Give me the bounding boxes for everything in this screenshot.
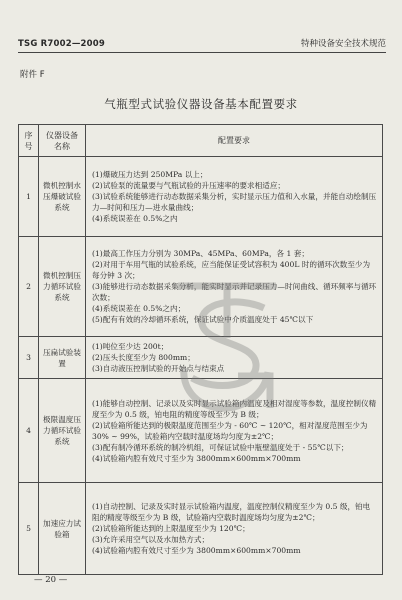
row-requirement xyxy=(86,237,383,337)
requirement-line: (1)最高工作压力分别为 30MPa、45MPa、60MPa，各 1 套； xyxy=(92,249,309,258)
row-requirement xyxy=(86,379,383,483)
requirement-line: (3)试验系统能够进行动态数据采集分析，实时显示压力值和入水量，并能自动绘制压力—时间和压力—进水量曲线； xyxy=(92,192,377,212)
row-name: 微机控制水压爆破试验系统 xyxy=(39,157,86,237)
requirement-line: (2)试验箱所能达到的上限温度至少为 120℃； xyxy=(92,524,250,533)
row-seq: 4 xyxy=(19,379,39,483)
row-requirement xyxy=(86,483,383,575)
annex-label: 附件 F xyxy=(20,70,45,80)
requirement-line: (3)配有制冷循环系统的制冷机组，可保证试验中瓶壁温度处于 - 55℃以下； xyxy=(92,442,349,452)
requirement-line: (1)能够自动控制、记录以及实时显示试验箱内温度及相对湿度等参数，温度控制仪精度至少为 0.5 级，铂电阻的精度等级至少为 B 级； xyxy=(92,398,377,419)
standard-code: TSG R7002—2009 xyxy=(18,39,106,49)
row-requirement xyxy=(86,337,383,379)
row-name: 极限温度压力循环试验系统 xyxy=(39,379,86,483)
requirement-line: (4)系统误差在 0.5%之内 xyxy=(92,214,178,223)
row-seq: 1 xyxy=(19,157,39,237)
row-seq: 3 xyxy=(19,337,39,379)
requirement-line: (2)试验箱所能达到的极限温度范围至少为 - 60℃ ~ 120℃，相对湿度范围至少为 30% ~ 99%，试验箱内空载时温度场均匀度为±2℃； xyxy=(92,420,368,441)
row-seq: 2 xyxy=(19,237,39,337)
requirement-line: (4)试验箱内腔有效尺寸至少为 3800mm×600mm×700mm xyxy=(92,546,301,555)
header-requirement: 配置要求 xyxy=(86,125,383,157)
page-title: 气瓶型式试验仪器设备基本配置要求 xyxy=(104,97,298,111)
row-name: 微机控制压力循环试验系统 xyxy=(39,237,86,337)
row-name: 压扁试验装置 xyxy=(39,337,86,379)
equipment-table xyxy=(18,124,383,575)
page-number: — 20 — xyxy=(34,575,68,585)
table-header-row xyxy=(19,125,383,157)
requirement-line: (3)允许采用空气以及水加热方式； xyxy=(92,535,210,544)
requirement-line: (2)压头长度至少为 800mm； xyxy=(92,353,195,362)
requirement-line: (5)配有有效的冷却循环系统，保证试验中介质温度处于 45℃以下 xyxy=(92,315,314,324)
table-row xyxy=(19,237,383,337)
requirement-line: (2)对用于车用气瓶的试验系统，应当能保证受试容积为 400L 时的循环次数至少为每分钟 3 次； xyxy=(92,260,371,280)
requirement-line: (1)爆破压力达到 250MPa 以上； xyxy=(92,170,208,179)
requirement-line: (1)自动控制、记录及实时显示试验箱内温度，温度控制仪精度至少为 0.5 级，铂电阻的精度等级至少为 B 级，试验箱内空载时温度场均匀度为±2℃； xyxy=(92,502,371,522)
requirement-line: (2)试验泵的流量要与气瓶试验的升压速率的要求相适应； xyxy=(92,181,286,190)
row-name: 加速应力试验箱 xyxy=(39,483,86,575)
header-name: 仪器设备名称 xyxy=(39,125,86,157)
requirement-line: (1)吨位至少达 200t； xyxy=(92,342,169,351)
table-row xyxy=(19,483,383,575)
row-requirement xyxy=(86,157,383,237)
header-right-title: 特种设备安全技术规范 xyxy=(300,39,386,49)
table-row xyxy=(19,379,383,483)
requirement-line: (4)系统误差在 0.5%之内； xyxy=(92,304,186,313)
row-seq: 5 xyxy=(19,483,39,575)
table-row xyxy=(19,157,383,237)
requirement-line: (3)能够进行动态数据采集分析，能实时显示并记录压力—时间曲线、循环频率与循环次数； xyxy=(92,282,377,302)
header-seq: 序号 xyxy=(19,125,39,157)
requirement-line: (4)试验箱内腔有效尺寸至少为 3800mm×600mm×700mm xyxy=(92,453,301,463)
requirement-line: (3)自动液压控制试验的开始点与结束点 xyxy=(92,364,225,373)
table-row xyxy=(19,337,383,379)
page-header xyxy=(18,37,386,53)
